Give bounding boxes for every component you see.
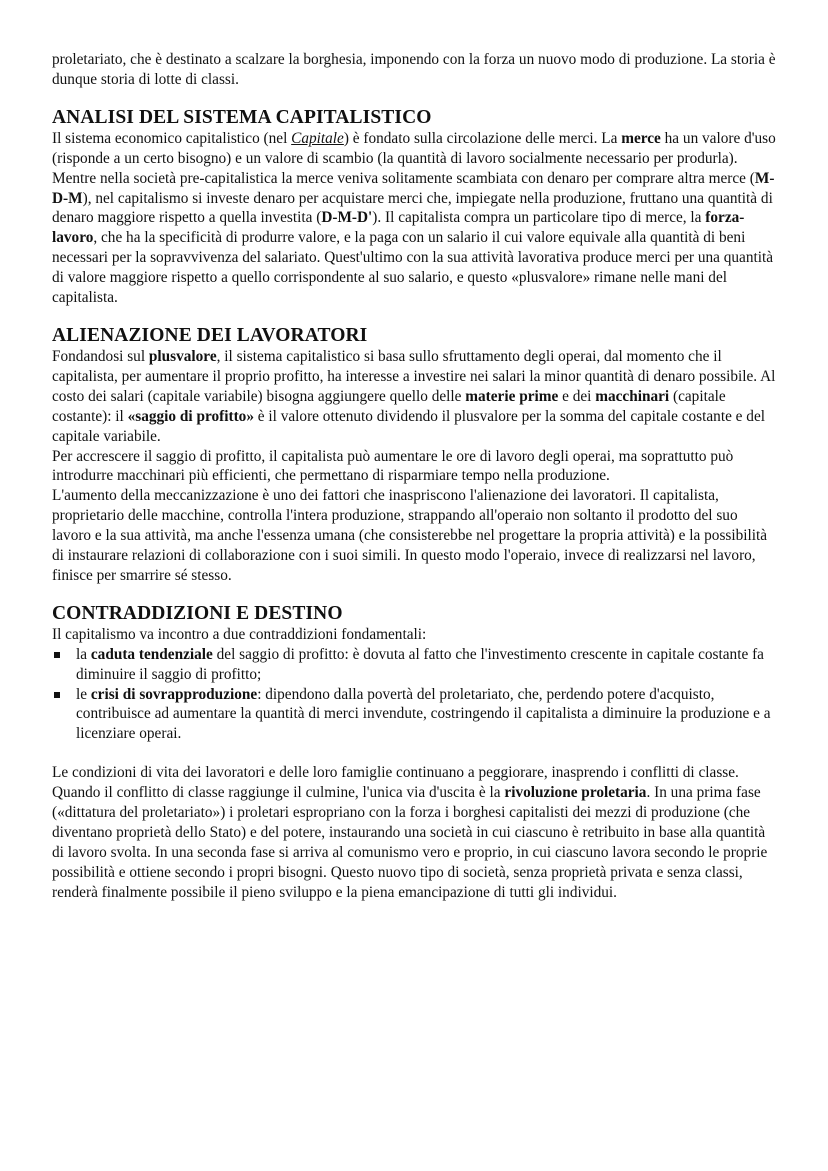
term-crisi-sovrapproduzione: crisi di sovrapproduzione: [90, 685, 258, 703]
capitale-link[interactable]: Capitale: [291, 129, 344, 147]
text-run: le: [76, 685, 91, 703]
section-title-contraddizioni: CONTRADDIZIONI E DESTINO: [52, 602, 343, 624]
contraddizioni-lead: Il capitalismo va incontro a due contraddizioni fondamentali:: [52, 625, 427, 643]
text-run: Le condizioni di vita dei lavoratori e delle loro famiglie continuano a peggiorare, inasprendo i conflitti di classe. Quando il conflitto di classe raggiunge il culmine, l'unica via d'uscita è la: [52, 764, 739, 802]
term-saggio-di-profitto: «saggio di profitto»: [127, 407, 254, 425]
text-run: e dei: [558, 387, 596, 405]
text-run: ha un valore d'uso (risponde a un certo bisogno) e un valore di scambio (la quantità di lavoro socialmente necessario per produrla). Mentre nella società pre-capitalistica la merce veniva solitamente scambiata con denaro per comprare altra merce (: [52, 129, 776, 187]
contraddizioni-final-paragraph: [52, 763, 776, 902]
term-forza-lavoro: forza-lavoro: [52, 209, 745, 247]
text-run: Fondandosi sul: [52, 347, 149, 365]
text-run: è il valore ottenuto dividendo il plusvalore per la somma del capitale costante e del capitale variabile.: [52, 407, 765, 445]
section-title-analisi: ANALISI DEL SISTEMA CAPITALISTICO: [52, 106, 432, 128]
contraddizioni-list: [52, 645, 776, 745]
analisi-paragraph: [52, 129, 776, 308]
section-contraddizioni: [52, 603, 776, 903]
term-mdm: M-D-M: [52, 169, 775, 207]
alienazione-paragraph-2: Per accrescere il saggio di profitto, il capitalista può aumentare le ore di lavoro degli operai, ma soprattutto può introdurre macchinari più efficienti, che permettano di risparmiare tempo nella produzione.: [52, 447, 734, 485]
text-run: Il sistema economico capitalistico (nel: [52, 129, 292, 147]
alienazione-paragraph-1: [52, 347, 776, 447]
term-merce: merce: [621, 129, 661, 147]
section-alienazione: [52, 325, 776, 586]
intro-paragraph: proletariato, che è destinato a scalzare la borghesia, imponendo con la forza un nuovo modo di produzione. La storia è dunque storia di lotte di classi.: [52, 51, 776, 88]
section-title-alienazione: ALIENAZIONE DEI LAVORATORI: [52, 324, 368, 346]
text-run: del saggio di profitto: è dovuta al fatto che l'investimento crescente in capitale costante fa diminuire il saggio di profitto;: [76, 645, 764, 683]
text-run: (capitale costante): il: [52, 387, 726, 425]
text-run: . In una prima fase («dittatura del proletariato») i proletari espropriano con la forza i borghesi capitalisti dei mezzi di produzione (che diventano proprietà dello Stato) e del potere, instaurando una società in cui ciascuno è retribuito in base alla quantità di lavoro svolta. In una seconda fase si arriva al comunismo vero e proprio, in cui ciascuno lavora secondo le proprie possibilità e ottiene secondo i propri bisogni. Questo nuovo tipo di società, senza proprietà privata e senza classi, renderà finalmente possibile il pieno sviluppo e la piena emancipazione di tutti gli individui.: [52, 784, 768, 901]
term-materie-prime: materie prime: [465, 387, 559, 405]
list-item: [52, 645, 776, 685]
text-run: ), nel capitalismo si investe denaro per acquistare merci che, impiegate nella produzione, fruttano una quantità di denaro maggiore rispetto a quella investita (: [52, 189, 773, 227]
square-bullet-icon: [54, 692, 60, 698]
alienazione-paragraph-3: L'aumento della meccanizzazione è uno dei fattori che inaspriscono l'alienazione dei lavoratori. Il capitalista, proprietario delle macchine, controlla l'intera produzione, strappando all'operaio non soltanto il prodotto del suo lavoro e la sua attività, ma anche l'essenza umana (che consisterebbe nel progettare la propria attività) e la possibilità di instaurare relazioni di collaborazione con i suoi simili. In questo modo l'operaio, invece di realizzarsi nel lavoro, finisce per smarrire sé stesso.: [52, 487, 768, 584]
text-run: la: [76, 645, 91, 663]
term-macchinari: macchinari: [595, 387, 670, 405]
term-dmd: D-M-D': [321, 209, 373, 227]
text-run: : dipendono dalla povertà del proletariato, che, perdendo potere d'acquisto, contribuisce ad aumentare la quantità di merci invendute, costringendo il capitalista a diminuire la produzione e a licenziare operai.: [76, 685, 771, 743]
term-rivoluzione-proletaria: rivoluzione proletaria: [504, 784, 647, 802]
term-plusvalore: plusvalore: [148, 347, 217, 365]
text-run: , il sistema capitalistico si basa sullo sfruttamento degli operai, dal momento che il capitalista, per aumentare il proprio profitto, ha interesse a investire nei salari la minor quantità di denaro possibile. Al costo dei salari (capitale variabile) bisogna aggiungere quello delle: [52, 347, 776, 405]
list-item: [52, 685, 776, 745]
text-run: ) è fondato sulla circolazione delle merci. La: [343, 129, 622, 147]
text-run: , che ha la specificità di produrre valore, e la paga con un salario il cui valore equivale alla quantità di beni necessari per la sopravvivenza del salariato. Quest'ultimo con la sua attività lavorativa produce merci per una quantità di valore maggiore rispetto a quello corrispondente al suo salario, e questo «plusvalore» rimane nelle mani del capitalista.: [52, 229, 774, 307]
square-bullet-icon: [54, 652, 60, 658]
text-run: ). Il capitalista compra un particolare tipo di merce, la: [372, 209, 706, 227]
term-caduta-tendenziale: caduta tendenziale: [90, 645, 213, 663]
section-analisi: [52, 107, 776, 308]
